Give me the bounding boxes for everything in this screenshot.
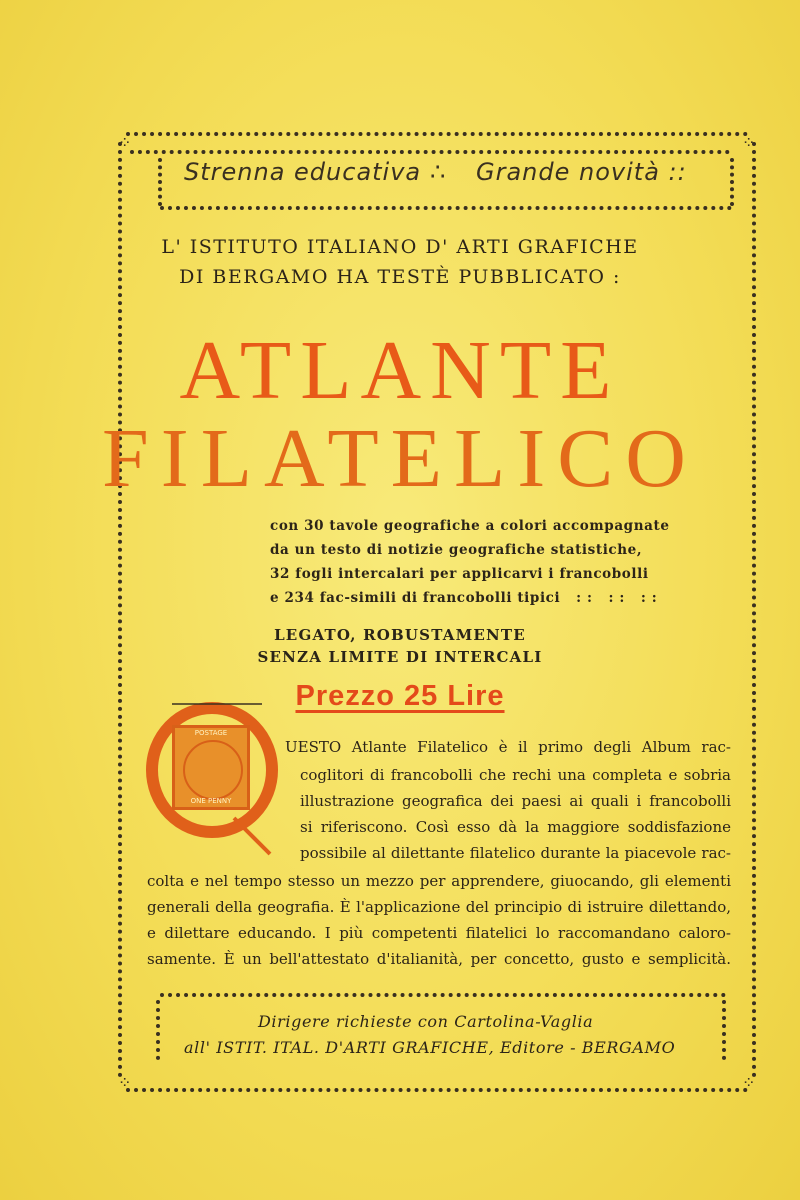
border-top [126, 132, 748, 136]
binding-line-1: LEGATO, ROBUSTAMENTE [274, 626, 526, 644]
price [0, 680, 800, 713]
intro-line-1: L' ISTITUTO ITALIANO D' ARTI GRAFICHE [161, 236, 639, 258]
body-line: colta e nel tempo stesso un mezzo per apprendere, giuocando, gli elementi [147, 872, 731, 890]
footer-box-top [160, 993, 726, 997]
stamp-top-text: POSTAGE [194, 729, 228, 737]
stamp-portrait [183, 740, 243, 800]
header-box-left [158, 158, 162, 206]
intro-line-2: DI BERGAMO HA TESTÈ PUBBLICATO : [179, 266, 621, 288]
header-box-top [130, 150, 730, 154]
title-line-1: ATLANTE [179, 324, 621, 417]
footer-box-left [156, 1000, 160, 1060]
header-left-text: Strenna educativa [184, 158, 422, 186]
description-line: con 30 tavole geografiche a colori accompagnate [270, 518, 670, 534]
footer-line-1: Dirigere richieste con Cartolina-Vaglia [258, 1012, 594, 1031]
price-text: Prezzo 25 Lire [295, 680, 505, 712]
title-line-2: FILATELICO [102, 412, 698, 505]
body-line: coglitori di francobolli che rechi una completa e sobria [300, 766, 731, 784]
stamp-image [172, 725, 250, 810]
corner-ornament-bottom-right: ⁘ [742, 1073, 756, 1092]
binding-line-2: SENZA LIMITE DI INTERCALI [257, 648, 543, 666]
body-line: samente. È un bell'attestato d'italianità, per concetto, gusto e semplicità. [147, 950, 731, 968]
border-bottom [126, 1088, 748, 1092]
description-line: e 234 fac-simili di francobolli tipici : : : : : : [270, 590, 658, 606]
body-line: e dilettare educando. I più competenti filatelici lo raccomandano caloro- [147, 924, 731, 942]
header-right-text: Grande novità :: [476, 158, 687, 186]
stamp-bottom-text: ONE PENNY [190, 797, 232, 805]
body-line: possibile al dilettante filatelico durante la piacevole rac- [300, 844, 731, 862]
corner-ornament-top-right: ⁘ [742, 133, 756, 152]
body-line: si riferiscono. Così esso dà la maggiore soddisfazione [300, 818, 731, 836]
body-line: generali della geografia. È l'applicazione del principio di istruire dilettando, [147, 898, 731, 916]
description-line: 32 fogli intercalari per applicarvi i francobolli [270, 566, 649, 582]
header-box-right [730, 158, 734, 206]
footer-line-2: all' ISTIT. ITAL. D'ARTI GRAFICHE, Editore - BERGAMO [184, 1038, 676, 1057]
corner-ornament-bottom-left: ⁘ [118, 1073, 132, 1092]
footer-box-right [722, 1000, 726, 1060]
header-separator: ∴ [430, 158, 447, 186]
corner-ornament-top-left: ⁘ [118, 133, 132, 152]
body-line: illustrazione geografica dei paesi ai quali i francobolli [300, 792, 731, 810]
header-box-bottom [160, 206, 732, 210]
body-line: UESTO Atlante Filatelico è il primo degli Album rac- [285, 738, 731, 756]
description-line: da un testo di notizie geografiche statistiche, [270, 542, 643, 558]
